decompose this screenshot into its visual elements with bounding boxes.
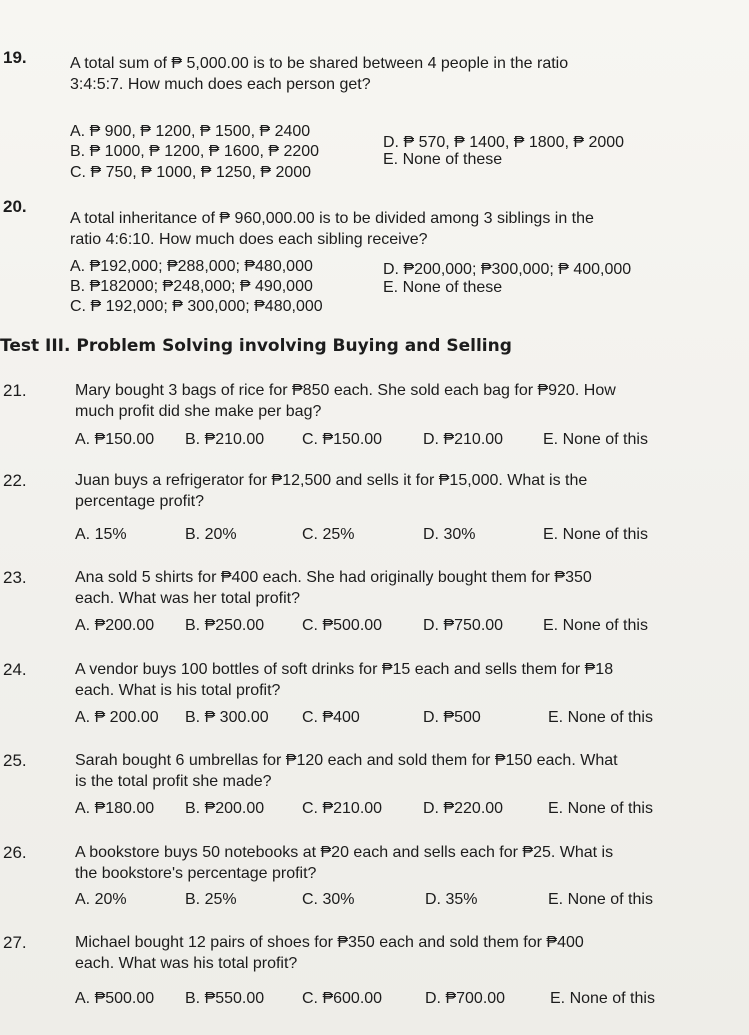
question-number: 19. xyxy=(3,48,27,67)
option-e[interactable]: E. None of this xyxy=(550,990,655,1007)
option-a[interactable]: A. ₱192,000; ₱288,000; ₱480,000 xyxy=(70,258,313,275)
option-c[interactable]: C. ₱600.00 xyxy=(302,990,383,1007)
stem-line: each. What is his total profit? xyxy=(75,682,281,699)
option-b[interactable]: B. ₱210.00 xyxy=(185,431,265,448)
question-number: 24. xyxy=(3,660,27,679)
question-stem xyxy=(70,208,730,250)
stem-line: 3:4:5:7. How much does each person get? xyxy=(70,76,371,93)
option-d[interactable]: D. ₱200,000; ₱300,000; ₱ 400,000 xyxy=(383,261,632,278)
option-d[interactable]: D. ₱ 570, ₱ 1400, ₱ 1800, ₱ 2000 xyxy=(383,134,625,151)
option-d[interactable]: D. ₱500 xyxy=(423,709,481,726)
option-a[interactable]: A. ₱500.00 xyxy=(75,990,155,1007)
option-e[interactable]: E. None of this xyxy=(548,891,653,908)
question-stem xyxy=(70,53,730,95)
option-a[interactable]: A. ₱ 200.00 xyxy=(75,709,159,726)
stem-line: A total inheritance of ₱ 960,000.00 is to be divided among 3 siblings in the xyxy=(70,210,594,227)
stem-line: the bookstore's percentage profit? xyxy=(75,865,317,882)
option-b[interactable]: B. 25% xyxy=(185,891,237,908)
option-d[interactable]: D. ₱700.00 xyxy=(425,990,506,1007)
option-b[interactable]: B. ₱182000; ₱248,000; ₱ 490,000 xyxy=(70,278,313,295)
stem-line: Juan buys a refrigerator for ₱12,500 and sells it for ₱15,000. What is the xyxy=(75,472,588,489)
option-b[interactable]: B. ₱ 300.00 xyxy=(185,709,269,726)
stem-line: Sarah bought 6 umbrellas for ₱120 each and sold them for ₱150 each. What xyxy=(75,752,618,769)
option-a[interactable]: A. ₱180.00 xyxy=(75,800,155,817)
option-d[interactable]: D. ₱220.00 xyxy=(423,800,504,817)
question-number: 23. xyxy=(3,568,27,587)
option-c[interactable]: C. ₱500.00 xyxy=(302,617,383,634)
option-d[interactable]: D. 30% xyxy=(423,526,476,543)
question-stem xyxy=(75,470,735,512)
option-d[interactable]: D. 35% xyxy=(425,891,478,908)
question-number: 26. xyxy=(3,843,27,862)
option-e[interactable]: E. None of this xyxy=(543,526,648,543)
option-e[interactable]: E. None of this xyxy=(543,617,648,634)
option-e[interactable]: E. None of these xyxy=(383,279,503,296)
question-number: 22. xyxy=(3,471,27,490)
option-a[interactable]: A. ₱150.00 xyxy=(75,431,155,448)
option-c[interactable]: C. ₱210.00 xyxy=(302,800,383,817)
option-d[interactable]: D. ₱750.00 xyxy=(423,617,504,634)
option-b[interactable]: B. ₱200.00 xyxy=(185,800,265,817)
stem-line: Michael bought 12 pairs of shoes for ₱350 each and sold them for ₱400 xyxy=(75,934,584,951)
question-stem xyxy=(75,659,735,701)
question-number: 25. xyxy=(3,751,27,770)
option-c[interactable]: C. 25% xyxy=(302,526,355,543)
option-e[interactable]: E. None of these xyxy=(383,151,503,168)
question-stem xyxy=(75,932,735,974)
option-c[interactable]: C. ₱150.00 xyxy=(302,431,383,448)
stem-line: percentage profit? xyxy=(75,493,204,510)
question-number: 21. xyxy=(3,381,27,400)
option-c[interactable]: C. ₱ 750, ₱ 1000, ₱ 1250, ₱ 2000 xyxy=(70,164,312,181)
section-heading: Test III. Problem Solving involving Buying and Selling xyxy=(0,336,512,356)
option-a[interactable]: A. ₱200.00 xyxy=(75,617,155,634)
option-b[interactable]: B. ₱ 1000, ₱ 1200, ₱ 1600, ₱ 2200 xyxy=(70,143,320,160)
stem-line: each. What was her total profit? xyxy=(75,590,300,607)
stem-line: each. What was his total profit? xyxy=(75,955,298,972)
stem-line: much profit did she make per bag? xyxy=(75,403,322,420)
option-b[interactable]: B. 20% xyxy=(185,526,237,543)
option-d[interactable]: D. ₱210.00 xyxy=(423,431,504,448)
stem-line: ratio 4:6:10. How much does each sibling receive? xyxy=(70,231,428,248)
option-e[interactable]: E. None of this xyxy=(548,709,653,726)
option-b[interactable]: B. ₱550.00 xyxy=(185,990,265,1007)
stem-line: Ana sold 5 shirts for ₱400 each. She had originally bought them for ₱350 xyxy=(75,569,592,586)
stem-line: A total sum of ₱ 5,000.00 is to be shared between 4 people in the ratio xyxy=(70,55,569,72)
stem-line: A bookstore buys 50 notebooks at ₱20 each and sells each for ₱25. What is xyxy=(75,844,614,861)
option-e[interactable]: E. None of this xyxy=(548,800,653,817)
option-c[interactable]: C. ₱400 xyxy=(302,709,360,726)
stem-line: Mary bought 3 bags of rice for ₱850 each. She sold each bag for ₱920. How xyxy=(75,382,616,399)
option-e[interactable]: E. None of this xyxy=(543,431,648,448)
question-stem xyxy=(75,842,735,884)
question-stem xyxy=(75,567,735,609)
question-stem xyxy=(75,380,735,422)
stem-line: A vendor buys 100 bottles of soft drinks for ₱15 each and sells them for ₱18 xyxy=(75,661,614,678)
option-c[interactable]: C. 30% xyxy=(302,891,355,908)
option-a[interactable]: A. ₱ 900, ₱ 1200, ₱ 1500, ₱ 2400 xyxy=(70,123,311,140)
question-stem xyxy=(75,750,735,792)
option-a[interactable]: A. 20% xyxy=(75,891,127,908)
option-b[interactable]: B. ₱250.00 xyxy=(185,617,265,634)
stem-line: is the total profit she made? xyxy=(75,773,272,790)
question-number: 27. xyxy=(3,933,27,952)
question-number: 20. xyxy=(3,197,27,216)
option-c[interactable]: C. ₱ 192,000; ₱ 300,000; ₱480,000 xyxy=(70,298,323,315)
option-a[interactable]: A. 15% xyxy=(75,526,127,543)
